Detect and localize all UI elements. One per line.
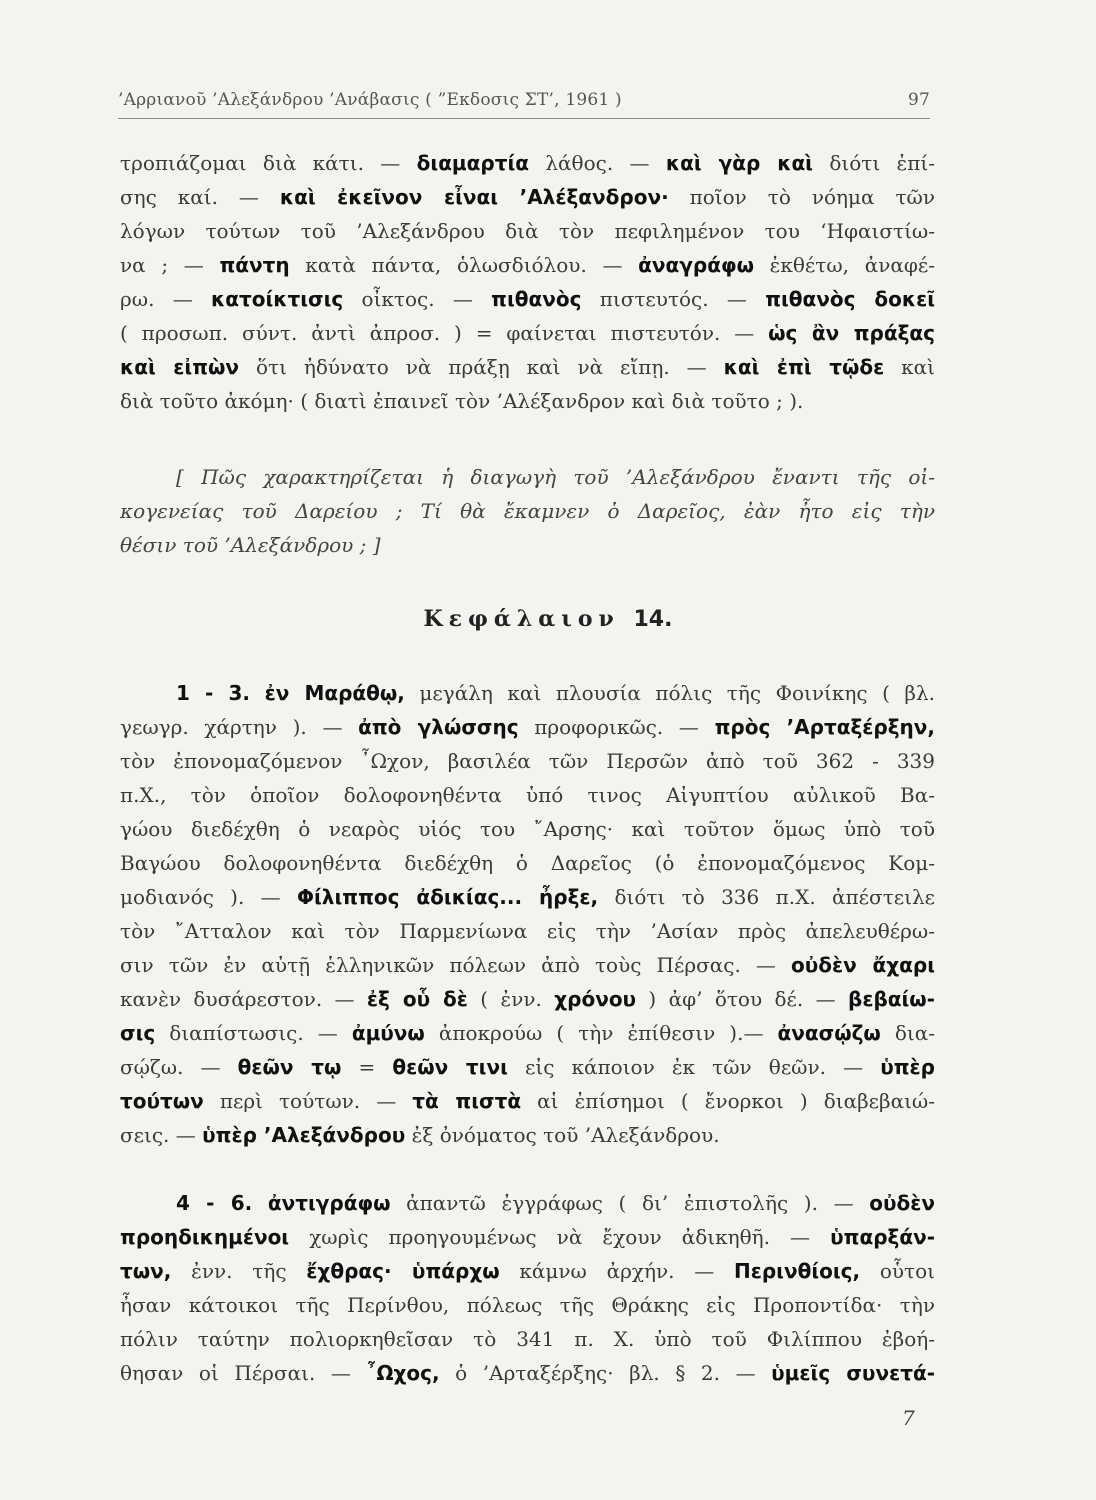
- glossary-term: πρὸς ’Αρταξέρξην,: [714, 715, 935, 739]
- glossary-term: οὐδὲν: [869, 1191, 935, 1215]
- glossary-term: ὑπὲρ: [880, 1055, 935, 1079]
- note-line: [ Πῶς χαρακτηρίζεται ἡ διαγωγὴ τοῦ ’Αλεξάνδρου ἔναντι τῆς οἰ-: [176, 465, 935, 489]
- text-line: [120, 982, 935, 1016]
- gloss-text: ρω. —: [120, 287, 211, 311]
- glossary-term: ὑμεῖς συνετά-: [771, 1361, 935, 1385]
- gloss-text: ἐκθέτω, ἀναφέ-: [753, 253, 935, 277]
- gloss-text: οὗτοι: [860, 1259, 935, 1283]
- glossary-term: πιθανὸς δοκεῖ: [765, 287, 935, 311]
- glossary-term: ἀμύνω: [351, 1021, 425, 1045]
- gloss-text: γεωγρ. χάρτην ). —: [120, 715, 359, 739]
- glossary-term: διαμαρτία: [416, 151, 529, 175]
- gloss-text: μοδιανός ). —: [120, 885, 297, 909]
- running-head: [118, 78, 930, 119]
- gloss-text: κανὲν δυσάρεστον. —: [120, 987, 367, 1011]
- note-line: θέσιν τοῦ ’Αλεξάνδρου ; ]: [120, 533, 381, 557]
- text-line: [120, 384, 935, 418]
- gloss-text: [250, 681, 265, 705]
- text-line: [120, 846, 935, 880]
- section-1-3-paragraph: [120, 676, 935, 1152]
- gloss-text: κατὰ πάντα, ὁλωσδιόλου. —: [289, 253, 639, 277]
- glossary-term: πάντη: [219, 253, 290, 277]
- text-line: [120, 1118, 935, 1152]
- signature-mark: 7: [902, 1406, 915, 1430]
- glossary-term: θεῶν τῳ: [237, 1055, 342, 1079]
- text-line: [120, 914, 935, 948]
- glossary-term: ὑπαρξάν-: [830, 1225, 935, 1249]
- gloss-text: ἐξ ὀνόματος τοῦ ’Αλεξάνδρου.: [405, 1123, 720, 1147]
- gloss-text: διὰ τοῦτο ἀκόμη· ( διατὶ ἐπαινεῖ τὸν ’Αλέξανδρον καὶ διὰ τοῦτο ; ).: [120, 389, 804, 413]
- text-line: [120, 710, 935, 744]
- chapter-heading: [0, 606, 1096, 632]
- glossary-term: βεβαίω-: [848, 987, 935, 1011]
- gloss-text: πιστευτός. —: [581, 287, 766, 311]
- gloss-text: προφορικῶς. —: [518, 715, 715, 739]
- gloss-text: σῴζω. —: [120, 1055, 238, 1079]
- text-line: [120, 778, 935, 812]
- gloss-text: ἀπαντῶ ἐγγράφως ( δι’ ἐπιστολῆς ). —: [390, 1191, 870, 1215]
- note-line: κογενείας τοῦ Δαρείου ; Τί θὰ ἔκαμνεν ὁ Δαρεῖος, ἐὰν ἦτο εἰς τὴν: [120, 499, 935, 523]
- section-number: 4 - 6.: [176, 1191, 253, 1215]
- chapter-word: Κεφάλαιον: [423, 606, 620, 632]
- glossary-term: προηδικημένοι: [120, 1225, 290, 1249]
- gloss-text: να ; —: [120, 253, 220, 277]
- text-line: [120, 214, 935, 248]
- gloss-text: =: [341, 1055, 393, 1079]
- section-4-6-paragraph: [120, 1186, 935, 1390]
- gloss-text: μεγάλη καὶ πλουσία πόλις τῆς Φοινίκης ( βλ.: [404, 681, 935, 705]
- gloss-text: διότι τὸ 336 π.Χ. ἀπέστειλε: [598, 885, 935, 909]
- gloss-text: λόγων τούτων τοῦ ’Αλεξάνδρου διὰ τὸν πεφιλημένον του ‘Ηφαιστίω-: [120, 219, 935, 243]
- glossary-term: Περινθίοις,: [733, 1259, 861, 1283]
- gloss-text: Βαγώου δολοφονηθέντα διεδέχθη ὁ Δαρεῖος (ὁ ἐπονομαζόμενος Κομ-: [120, 851, 935, 875]
- text-line: [120, 1016, 935, 1050]
- running-head-title: ’Αρριανοῦ ’Αλεξάνδρου ’Ανάβασις ( ”Εκδοσις ΣΤ’, 1961 ): [118, 90, 622, 110]
- text-line: [120, 744, 935, 778]
- glossary-term: ἀνασῴζω: [777, 1021, 881, 1045]
- text-line: [120, 316, 935, 350]
- gloss-text: ἐνν. τῆς: [171, 1259, 307, 1283]
- text-line: [120, 180, 935, 214]
- text-line: [120, 350, 935, 384]
- gloss-text: περὶ τούτων. —: [203, 1089, 413, 1113]
- text-line: [120, 1288, 935, 1322]
- gloss-text: εἰς κάποιον ἐκ τῶν θεῶν. —: [507, 1055, 881, 1079]
- gloss-text: ὅτι ἠδύνατο νὰ πράξῃ καὶ νὰ εἴπῃ. —: [239, 355, 724, 379]
- gloss-text: ὁ ’Αρταξέρξης· βλ. § 2. —: [439, 1361, 772, 1385]
- text-line: [120, 1186, 935, 1220]
- glossary-term: Φίλιππος ἀδικίας... ἦρξε,: [297, 885, 599, 909]
- gloss-text: ( προσωπ. σύντ. ἀντὶ ἀπροσ. ) = φαίνεται πιστευτόν. —: [120, 321, 769, 345]
- gloss-text: ποῖον τὸ νόημα τῶν: [668, 185, 935, 209]
- glossary-term: καὶ γὰρ καὶ: [665, 151, 813, 175]
- glossary-term: πιθανὸς: [491, 287, 582, 311]
- text-line: [120, 948, 935, 982]
- text-line: [120, 1254, 935, 1288]
- gloss-text: π.Χ., τὸν ὁποῖον δολοφονηθέντα ὑπό τινος Αἰγυπτίου αὐλικοῦ Βα-: [120, 783, 935, 807]
- glossary-term: ἐν Μαράθῳ,: [264, 681, 405, 705]
- gloss-text: σεις. —: [120, 1123, 203, 1147]
- gloss-text: οἶκτος. —: [343, 287, 492, 311]
- glossary-term: χρόνου: [554, 987, 637, 1011]
- glossary-term: ἀντιγράφω: [267, 1191, 391, 1215]
- glossary-term: τὰ πιστὰ: [412, 1089, 522, 1113]
- glossary-term: ὡς ἂν πράξας: [768, 321, 935, 345]
- gloss-text: θησαν οἱ Πέρσαι. —: [120, 1361, 367, 1385]
- gloss-text: τροπιάζομαι διὰ κάτι. —: [120, 151, 417, 175]
- chapter-number: 14.: [633, 607, 673, 632]
- gloss-text: αἱ ἐπίσημοι ( ἔνορκοι ) διαβεβαιώ-: [521, 1089, 935, 1113]
- text-line: [120, 146, 935, 180]
- gloss-text: τὸν ῎Ατταλον καὶ τὸν Παρμενίωνα εἰς τὴν ’Ασίαν πρὸς ἀπελευθέρω-: [120, 919, 935, 943]
- text-line: [120, 282, 935, 316]
- glossary-term: ἐξ οὗ δὲ: [366, 987, 468, 1011]
- glossary-term: ῏Ωχος,: [366, 1361, 440, 1385]
- glossary-term: οὐδὲν ἄχαρι: [791, 953, 935, 977]
- text-line: [120, 1220, 935, 1254]
- glossary-term: ὑπὲρ ’Αλεξάνδρου: [202, 1123, 406, 1147]
- gloss-text: ) ἀφ’ ὅτου δέ. —: [636, 987, 848, 1011]
- text-line: [120, 248, 935, 282]
- text-line: [120, 676, 935, 710]
- text-line: [120, 1356, 935, 1390]
- text-line: [120, 812, 935, 846]
- glossary-term: ἀπὸ γλώσσης: [358, 715, 519, 739]
- study-question-note: [120, 460, 935, 562]
- glossary-term: θεῶν τινι: [392, 1055, 508, 1079]
- gloss-text: δια-: [880, 1021, 935, 1045]
- gloss-text: σιν τῶν ἐν αὐτῇ ἑλληνικῶν πόλεων ἀπὸ τοὺς Πέρσας. —: [120, 953, 792, 977]
- gloss-text: [252, 1191, 268, 1215]
- glossary-term: ἀναγράφω: [638, 253, 754, 277]
- glossary-term: ἔχθρας· ὑπάρχω: [306, 1259, 500, 1283]
- gloss-text: λάθος. —: [529, 151, 666, 175]
- gloss-text: ἀποκρούω ( τὴν ἐπίθεσιν ).—: [424, 1021, 778, 1045]
- gloss-text: πόλιν ταύτην πολιορκηθεῖσαν τὸ 341 π. Χ. ὑπὸ τοῦ Φιλίππου ἐβοή-: [120, 1327, 935, 1351]
- glossary-term: των,: [120, 1259, 172, 1283]
- gloss-text: καὶ: [884, 355, 935, 379]
- gloss-text: διότι ἐπί-: [812, 151, 935, 175]
- glossary-term: καὶ ἐπὶ τῷδε: [723, 355, 885, 379]
- gloss-text: χωρὶς προηγουμένως νὰ ἔχουν ἀδικηθῆ. —: [289, 1225, 831, 1249]
- text-line: [120, 1084, 935, 1118]
- page-number: 97: [907, 90, 930, 110]
- section-number: 1 - 3.: [176, 681, 251, 705]
- glossary-term: τούτων: [120, 1089, 204, 1113]
- gloss-text: ( ἐνν.: [467, 987, 555, 1011]
- text-line: [120, 880, 935, 914]
- gloss-text: σης καί. —: [120, 185, 280, 209]
- gloss-text: τὸν ἐπονομαζόμενον ῏Ωχον, βασιλέα τῶν Περσῶν ἀπὸ τοῦ 362 - 339: [120, 749, 935, 773]
- intro-glossary-paragraph: [120, 146, 935, 418]
- gloss-text: διαπίστωσις. —: [155, 1021, 352, 1045]
- glossary-term: σις: [120, 1021, 156, 1045]
- text-line: [120, 1322, 935, 1356]
- gloss-text: κάμνω ἀρχήν. —: [499, 1259, 734, 1283]
- text-line: [120, 1050, 935, 1084]
- gloss-text: ἦσαν κάτοικοι τῆς Περίνθου, πόλεως τῆς Θράκης εἰς Προποντίδα· τὴν: [120, 1293, 935, 1317]
- glossary-term: καὶ εἰπὼν: [120, 355, 240, 379]
- glossary-term: καὶ ἐκεῖνον εἶναι ’Αλέξανδρον·: [279, 185, 669, 209]
- glossary-term: κατοίκτισις: [211, 287, 344, 311]
- gloss-text: γώου διεδέχθη ὁ νεαρὸς υἱός του ῎Αρσης· καὶ τοῦτον ὅμως ὑπὸ τοῦ: [120, 817, 935, 841]
